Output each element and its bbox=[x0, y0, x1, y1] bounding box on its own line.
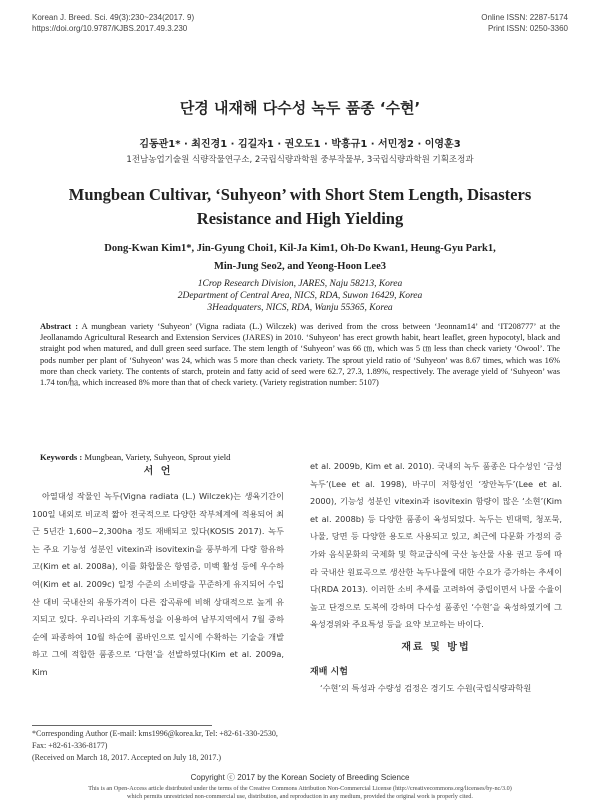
footnote-dates: (Received on March 18, 2017. Accepted on July 18, 2017.) bbox=[32, 753, 222, 762]
methods-subheading: 재배 시험 bbox=[310, 666, 348, 677]
title-english: Mungbean Cultivar, ‘Suhyeon’ with Short Stem Length, Disasters Resistance and High Yielding bbox=[68, 185, 532, 228]
print-issn: Print ISSN: 0250-3360 bbox=[487, 24, 568, 33]
footnote-divider bbox=[32, 725, 212, 726]
methods-paragraph: ‘수현’의 특성과 수량성 검정은 경기도 수원(국립식량과학원 bbox=[320, 682, 532, 693]
doi-link[interactable]: https://doi.org/10.9787/KJBS.2017.49.3.230 bbox=[32, 24, 188, 33]
abstract-text: A mungbean variety ‘Suhyeon’ (Vigna radiata (L.) Wilczek) was derived from the cross between ‘Jeonnam14’ and ‘IT208777’ at the Jeollanamdo Agricultural Research and Extension Services (JARES) in 2010. ‘Suhyeon’ has erect growth habit, heart leaflet, green hypocotyl, black and straight pod when matured, and dull green seed surface. The stem length of ‘Suhyeon’ was 66 ㎝, which was 5 ㎝ less than check variety ‘Owool’. The pods number per plant of ‘Suhyeon’ was 24, which was 5 more than check variety. The sprout yield ratio of ‘Suhyeon’ was 8.67 times, which was 16% more than check variety. The contents of starch, protein and fatty acid of seed were 62.7, 27.3, 1.89%, respectively. The average yield of ‘Suhyeon’ was 1.74 ton/㏊, which increased 8% more than that of check variety. (Variety registration number: 5107) bbox=[40, 322, 560, 388]
affiliations-english bbox=[40, 278, 560, 314]
affiliation-2: 2Department of Central Area, NICS, RDA, Suwon 16429, Korea bbox=[177, 291, 423, 301]
affiliation-1: 1Crop Research Division, JARES, Naju 58213, Korea bbox=[197, 279, 403, 289]
journal-citation: Korean J. Breed. Sci. 49(3):230~234(2017. 9) bbox=[32, 13, 195, 22]
intro-paragraph: 아열대성 작물인 녹두(Vigna radiata (L.) Wilczek)는 생육기간이 100일 내외로 비교적 짧아 전국적으로 다양한 작부체계에 적용되어 최근 5년간 1,600~2,300ha 정도 재배되고 있다(KOSIS 2017). 녹두는 주요 기능성 성분인 vitexin과 isovitexin을 풍부하게 다량 함유하고(Kim et al. 2008a), 이를 화합물은 항염증, 미백 활성 등에 우수하여(Kim et al. 2009c) 일정 수준의 소비량을 꾸준하게 유지되어 수입산 대비 국내산의 유통가격이 다른 잡곡류에 비해 상대적으로 높게 유지되고 있다. 우리나라의 기후특성을 이용하여 남부지역에서 7월 중하순에 파종하여 10월 하순에 콤바인으로 일시에 수확하는 기술을 개발하고 그에 적합한 품종으로 ‘다현’을 선발하였다(Kim et al. 2009a, Kim bbox=[32, 491, 284, 677]
title-korean: 단경 내재해 다수성 녹두 품종 ‘수현’ bbox=[179, 99, 421, 117]
affiliation-3: 3Headquaters, NICS, RDA, Wanju 55365, Korea bbox=[207, 303, 393, 313]
authors-english-line2: Min-Jung Seo2, and Yeong-Hoon Lee3 bbox=[213, 261, 386, 272]
license-line2: which permits unrestricted non-commercial use, distribution, and reproduction in any medium, provided the original work is properly cited. bbox=[127, 793, 473, 800]
copyright: Copyright ⓒ 2017 by the Korean Society of Breeding Science bbox=[190, 773, 410, 782]
authors-korean: 김동관1* · 최진경1 · 김길자1 · 권오도1 · 박흥규1 · 서민정2 · 이영훈3 bbox=[139, 139, 461, 150]
intro-heading: 서 언 bbox=[143, 466, 173, 477]
license-line1: This is an Open-Access article distributed under the terms of the Creative Commons Attribution Non-Commercial License (http://creativecommons.org/licenses/by-nc/3.0) bbox=[88, 785, 512, 792]
license bbox=[20, 785, 580, 801]
online-issn: Online ISSN: 2287-5174 bbox=[481, 13, 568, 22]
methods-heading: 재료 및 방법 bbox=[401, 641, 471, 653]
abstract-label: Abstract : bbox=[40, 322, 78, 331]
header-left bbox=[32, 12, 194, 34]
keywords-label: Keywords : bbox=[40, 452, 83, 462]
abstract bbox=[40, 321, 560, 388]
header-right bbox=[481, 12, 568, 34]
footnote-corresponding: *Corresponding Author (E-mail: kms1996@korea.kr, Tel: +82-61-330-2530, Fax: +82-61-336-8177) bbox=[32, 729, 278, 750]
right-column bbox=[310, 458, 562, 698]
authors-english-line1: Dong-Kwan Kim1*, Jin-Gyung Choi1, Kil-Ja Kim1, Oh-Do Kwan1, Heung-Gyu Park1, bbox=[104, 243, 496, 254]
affiliations-korean: 1전남농업기술원 식량작물연구소, 2국립식량과학원 중부작물부, 3국립식량과학원 기획조정과 bbox=[126, 155, 474, 165]
left-column bbox=[32, 458, 284, 682]
intro-continued-paragraph: et al. 2009b, Kim et al. 2010). 국내의 녹두 품종은 다수성인 ‘금성녹두’(Lee et al. 1998), 바구미 저항성인 ‘장안녹두’(Lee et al. 2000), 기능성 성분인 vitexin과 isovitexin 함량이 많은 ‘소현’(Kim et al. 2008b) 등 다양한 품종이 육성되었다. 녹두는 빈대떡, 청포묵, 나물, 당면 등 다양한 용도로 사용되고 있고, 최근에 다문화 가정의 증가와 음식문화의 국제화 및 학교급식에 국산 농산물 사용 권고 등에 따라 국내산 원료곡으로 생산한 녹두나물에 대한 수요가 증가하는 추세이다(RDA 2013). 이러한 소비 추세를 고려하여 중립이면서 나물 수율이 높고 단경으로 도복에 강하며 다수성 품종인 ‘수현’을 육성하였기에 그 육성경위와 주요특성 등을 요약 보고하는 바이다. bbox=[310, 461, 562, 630]
keywords-text: Mungbean, Variety, Suhyeon, Sprout yield bbox=[84, 452, 231, 462]
footnote bbox=[32, 728, 284, 764]
authors-english bbox=[40, 240, 560, 276]
